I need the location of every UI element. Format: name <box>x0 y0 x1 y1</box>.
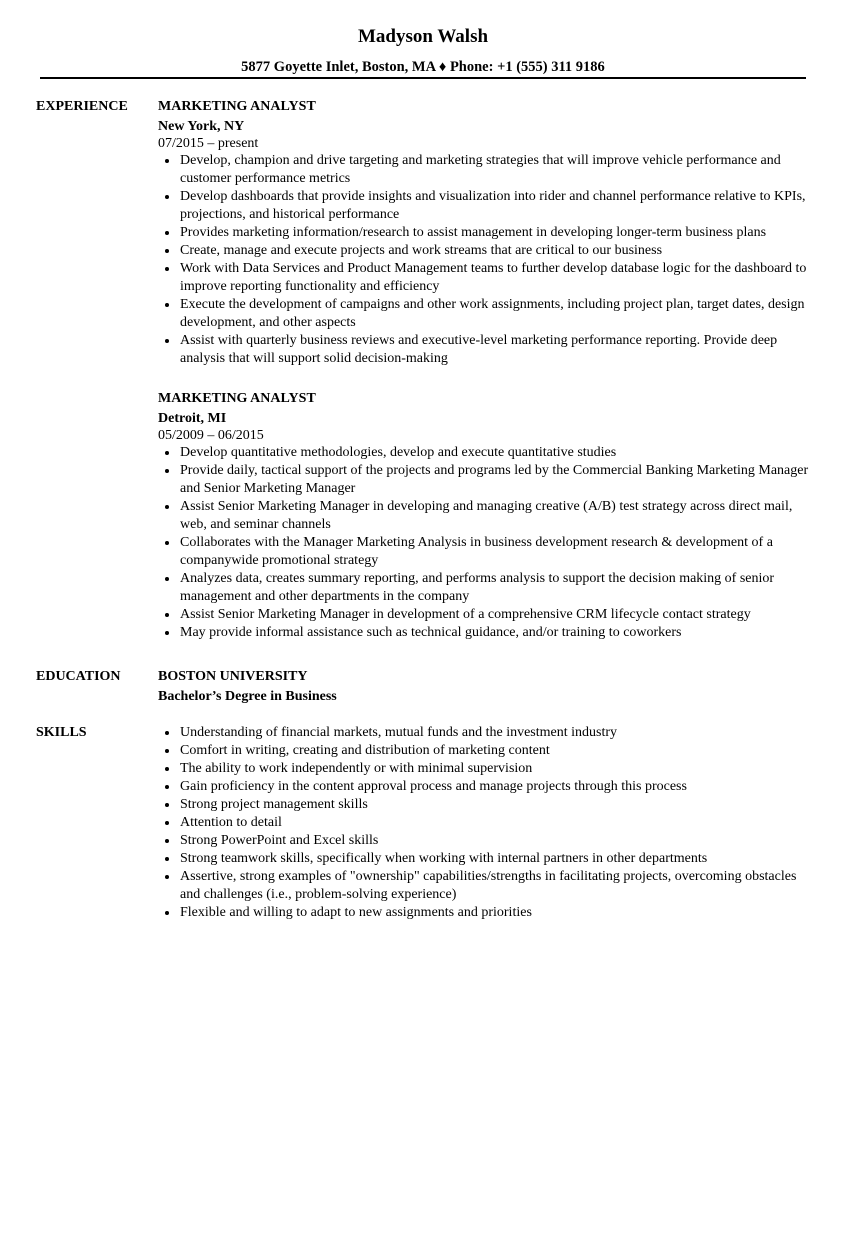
job-location: Detroit, MI <box>158 411 227 426</box>
list-item: Flexible and willing to adapt to new assignments and priorities <box>158 904 818 922</box>
list-item: Provides marketing information/research to assist management in developing longer-term business plans <box>158 224 818 242</box>
job-dates: 07/2015 – present <box>158 136 259 151</box>
job-entry <box>158 390 818 642</box>
skills-list <box>158 724 818 922</box>
skills-bullets <box>158 724 818 922</box>
job-title: MARKETING ANALYST <box>158 99 316 114</box>
list-item: May provide informal assistance such as technical guidance, and/or training to coworkers <box>158 624 818 642</box>
job-dates: 05/2009 – 06/2015 <box>158 428 264 443</box>
list-item: Comfort in writing, creating and distribution of marketing content <box>158 742 818 760</box>
list-item: Collaborates with the Manager Marketing Analysis in business development research & development of a companywide promotional strategy <box>158 534 818 570</box>
list-item: Understanding of financial markets, mutual funds and the investment industry <box>158 724 818 742</box>
education-entry <box>158 668 818 706</box>
list-item: Assertive, strong examples of "ownership" capabilities/strengths in facilitating projects, overcoming obstacles and challenges (i.e., problem-solving experience) <box>158 868 818 904</box>
list-item: Assist Senior Marketing Manager in development of a comprehensive CRM lifecycle contact strategy <box>158 606 818 624</box>
degree: Bachelor’s Degree in Business <box>158 689 337 704</box>
list-item: Strong project management skills <box>158 796 818 814</box>
job-location: New York, NY <box>158 119 245 134</box>
list-item: Analyzes data, creates summary reporting, and performs analysis to support the decision making of senior management and other departments in the company <box>158 570 818 606</box>
list-item: Attention to detail <box>158 814 818 832</box>
section-label-experience: EXPERIENCE <box>36 99 128 114</box>
list-item: Assist Senior Marketing Manager in developing and managing creative (A/B) test strategy across direct mail, web, and seminar channels <box>158 498 818 534</box>
section-label-education: EDUCATION <box>36 669 121 684</box>
candidate-name: Madyson Walsh <box>357 26 489 47</box>
job-bullets <box>158 152 818 368</box>
section-label-skills: SKILLS <box>36 725 87 740</box>
job-title: MARKETING ANALYST <box>158 391 316 406</box>
list-item: Develop quantitative methodologies, develop and execute quantitative studies <box>158 444 818 462</box>
list-item: Work with Data Services and Product Management teams to further develop database logic for the dashboard to improve reporting functionality and efficiency <box>158 260 818 296</box>
list-item: Provide daily, tactical support of the projects and programs led by the Commercial Banking Marketing Manager and Senior Marketing Manager <box>158 462 818 498</box>
list-item: Create, manage and execute projects and work streams that are critical to our business <box>158 242 818 260</box>
list-item: Assist with quarterly business reviews and executive-level marketing performance reporting. Provide deep analysis that will support solid decision-making <box>158 332 818 368</box>
list-item: Strong teamwork skills, specifically when working with internal partners in other departments <box>158 850 818 868</box>
job-bullets <box>158 444 818 642</box>
header-divider <box>40 77 806 79</box>
list-item: The ability to work independently or with minimal supervision <box>158 760 818 778</box>
school-name: BOSTON UNIVERSITY <box>158 669 308 684</box>
contact-line: 5877 Goyette Inlet, Boston, MA ♦ Phone: +1 (555) 311 9186 <box>241 59 605 75</box>
list-item: Develop dashboards that provide insights and visualization into rider and channel performance relative to KPIs, projections, and historical performance <box>158 188 818 224</box>
list-item: Gain proficiency in the content approval process and manage projects through this process <box>158 778 818 796</box>
list-item: Strong PowerPoint and Excel skills <box>158 832 818 850</box>
list-item: Develop, champion and drive targeting and marketing strategies that will improve vehicle performance and customer performance metrics <box>158 152 818 188</box>
list-item: Execute the development of campaigns and other work assignments, including project plan, target dates, design development, and other aspects <box>158 296 818 332</box>
job-entry <box>158 98 818 368</box>
